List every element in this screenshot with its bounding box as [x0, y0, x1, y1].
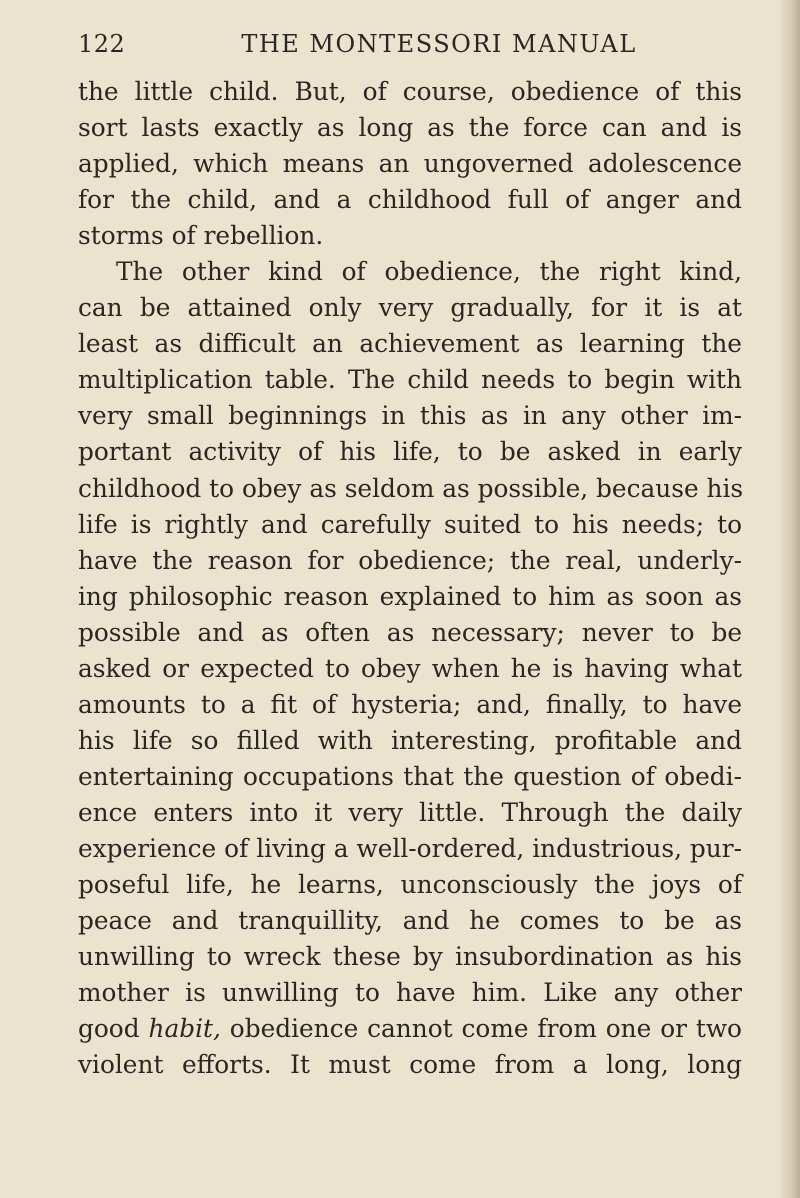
text-line: storms of rebellion.	[78, 221, 324, 251]
text-line: experience of living a well-ordered, industrious, pur-	[78, 833, 742, 863]
text-line: mother is unwilling to have him. Like any other	[78, 978, 742, 1008]
text-line: ing philosophic reason explained to him as soon as	[78, 581, 742, 611]
text-line: his life so filled with interesting, profitable and	[78, 725, 742, 755]
text-line: asked or expected to obey when he is having what	[78, 653, 742, 683]
text-line: childhood to obey as seldom as possible, because his	[78, 473, 744, 503]
page-edge-shadow	[778, 0, 800, 1198]
text-line: for the child, and a childhood full of anger and	[78, 185, 742, 215]
text-line: violent efforts. It must come from a long, long	[78, 1050, 742, 1080]
text-line: peace and tranquillity, and he comes to be as	[78, 906, 742, 936]
page-number: 122	[78, 30, 126, 58]
body-text	[78, 74, 742, 1083]
book-title: THE MONTESSORI MANUAL	[241, 30, 637, 58]
text-line: unwilling to wreck these by insubordination as his	[78, 942, 742, 972]
text-line: The other kind of obedience, the right kind,	[116, 257, 742, 287]
text-line: sort lasts exactly as long as the force can and is	[78, 113, 742, 143]
text-line: amounts to a fit of hysteria; and, finally, to have	[78, 689, 742, 719]
text-line: very small beginnings in this as in any other im-	[78, 401, 742, 431]
text-line: poseful life, he learns, unconsciously the joys of	[78, 870, 742, 900]
text-line: can be attained only very gradually, for it is at	[78, 293, 742, 323]
text-line: multiplication table. The child needs to begin with	[78, 365, 742, 395]
text-segment: obedience cannot come from one or two	[220, 1014, 742, 1044]
text-line: life is rightly and carefully suited to his needs; to	[78, 509, 742, 539]
text-line: have the reason for obedience; the real, underly-	[78, 545, 742, 575]
text-line: entertaining occupations that the question of obedi-	[78, 761, 742, 791]
text-line: possible and as often as necessary; never to be	[78, 617, 742, 647]
text-line-with-italic	[78, 1011, 742, 1047]
text-segment: good	[78, 1014, 149, 1044]
text-line: portant activity of his life, to be asked in early	[78, 437, 742, 467]
text-line: the little child. But, of course, obedience of this	[78, 77, 742, 106]
italic-word: habit,	[148, 1014, 221, 1044]
text-line: applied, which means an ungoverned adolescence	[78, 149, 742, 179]
running-head	[78, 30, 744, 64]
text-line: ence enters into it very little. Through the daily	[78, 797, 742, 827]
text-line: least as difficult an achievement as learning the	[78, 329, 742, 359]
